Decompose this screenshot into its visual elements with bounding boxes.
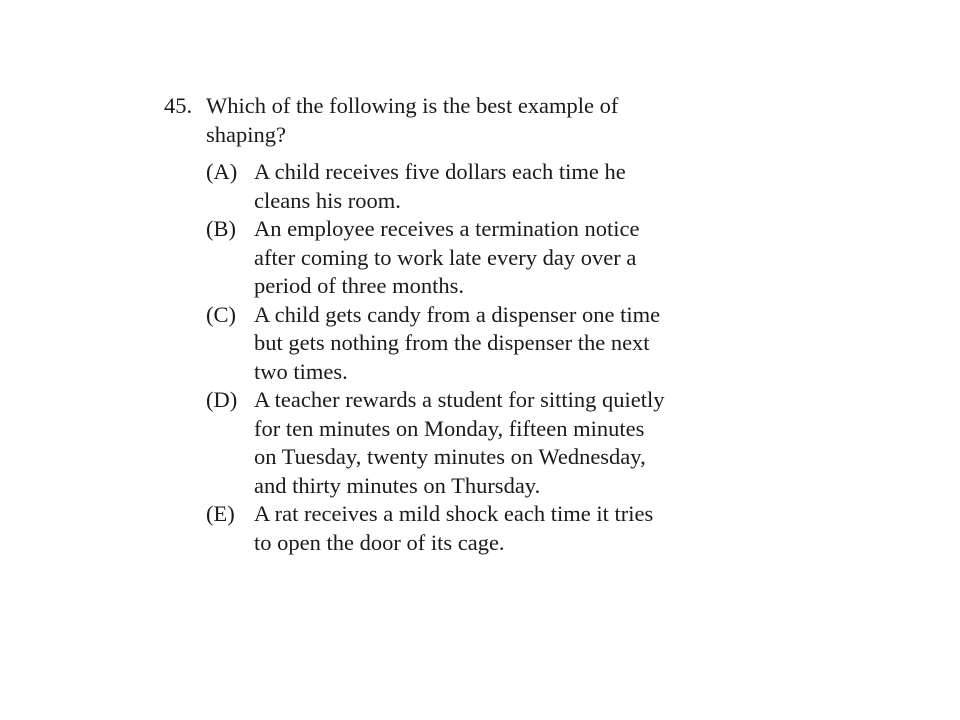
question-stem — [164, 92, 764, 149]
question-text-line: shaping? — [206, 121, 286, 147]
choice-line: A child receives five dollars each time he — [254, 159, 626, 184]
choice-text — [254, 215, 724, 301]
choice-text — [254, 500, 724, 557]
choice-line: period of three months. — [254, 273, 464, 298]
choice-letter: (D) — [206, 387, 238, 412]
choice-letter: (E) — [206, 501, 235, 526]
question-block — [164, 92, 764, 557]
choice-line: A teacher rewards a student for sitting quietly — [254, 387, 665, 412]
choice-a — [206, 158, 764, 215]
choice-text — [254, 301, 724, 387]
choice-c — [206, 301, 764, 387]
choice-line: for ten minutes on Monday, fifteen minutes — [254, 415, 645, 441]
choice-line: cleans his room. — [254, 187, 401, 213]
answer-choices — [206, 158, 764, 557]
choice-line: after coming to work late every day over a — [254, 244, 637, 270]
choice-line: A rat receives a mild shock each time it tries — [254, 501, 654, 526]
choice-d — [206, 386, 764, 500]
choice-line: on Tuesday, twenty minutes on Wednesday, — [254, 444, 646, 469]
choice-b — [206, 215, 764, 301]
choice-line: two times. — [254, 358, 348, 384]
question-number: 45. — [164, 93, 193, 118]
question-text-line: Which of the following is the best example of — [206, 93, 619, 118]
choice-letter: (C) — [206, 301, 236, 327]
choice-line: An employee receives a termination notice — [254, 216, 640, 241]
choice-line: and thirty minutes on Thursday. — [254, 472, 541, 498]
choice-e — [206, 500, 764, 557]
choice-line: A child gets candy from a dispenser one time — [254, 301, 661, 327]
choice-letter: (A) — [206, 159, 238, 184]
choice-letter: (B) — [206, 216, 236, 241]
choice-text — [254, 158, 724, 215]
question-text — [206, 92, 686, 149]
choice-text — [254, 386, 724, 500]
choice-line: but gets nothing from the dispenser the next — [254, 330, 650, 355]
choice-line: to open the door of its cage. — [254, 529, 505, 555]
